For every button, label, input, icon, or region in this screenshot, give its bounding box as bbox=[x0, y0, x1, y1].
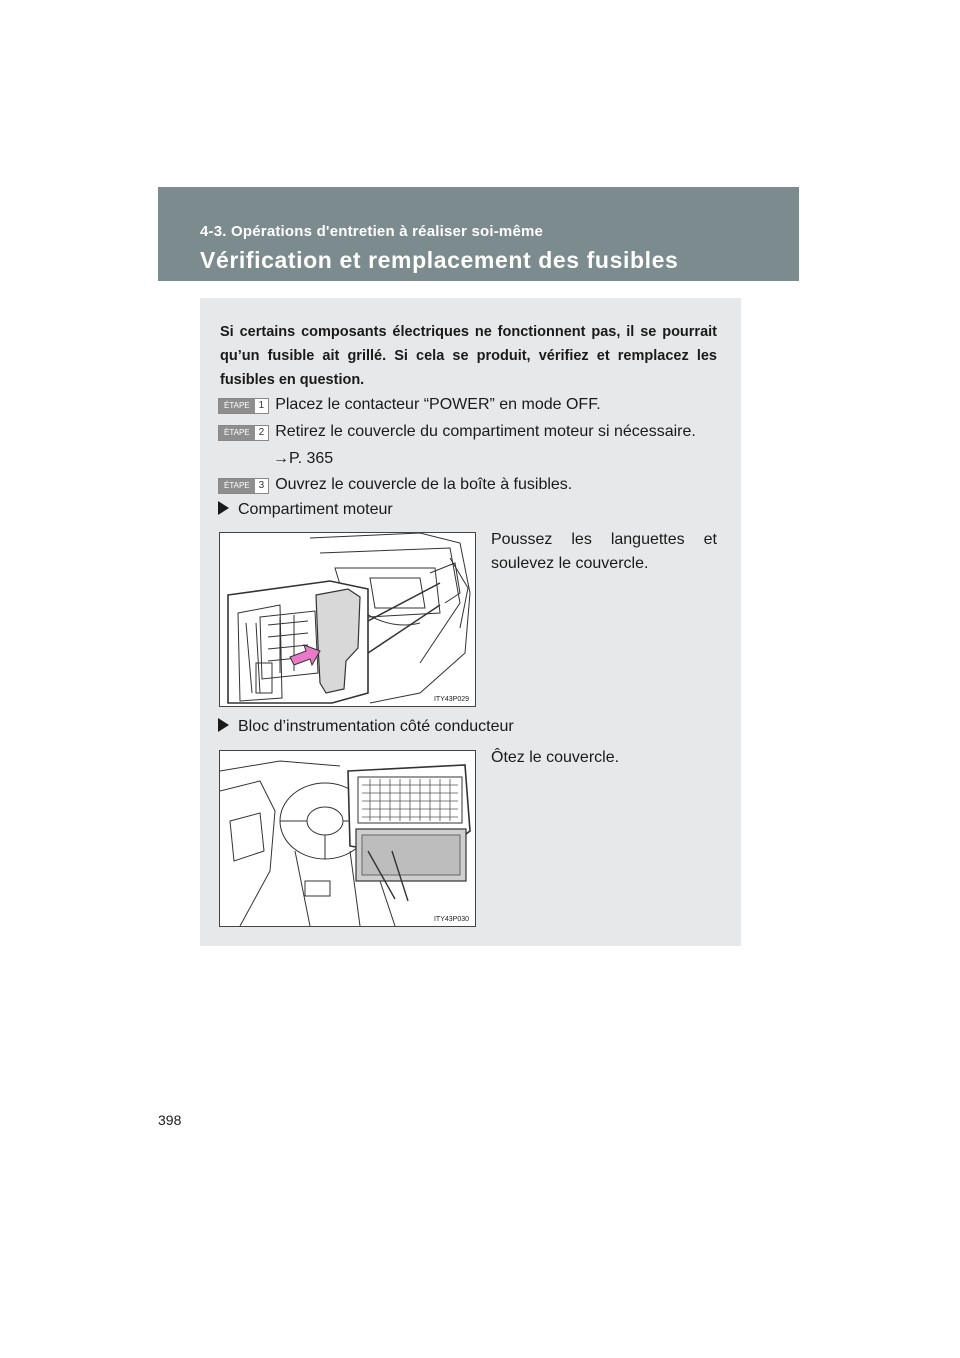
step-badge: ÉTAPE 1 bbox=[218, 398, 269, 414]
subsection-title: Compartiment moteur bbox=[238, 501, 393, 518]
chapter-header bbox=[158, 187, 799, 281]
content-panel bbox=[200, 298, 741, 946]
engine-compartment-drawing bbox=[220, 533, 475, 706]
subsection-title: Bloc d’instrumentation côté conducteur bbox=[238, 718, 514, 735]
instrument-panel-instruction: Ôtez le couvercle. bbox=[491, 749, 620, 766]
page-number: 398 bbox=[158, 1112, 182, 1128]
subsection-engine bbox=[218, 501, 393, 519]
page-reference: →P. 365 bbox=[273, 450, 334, 467]
figure-code: ITY43P030 bbox=[433, 916, 469, 923]
triangle-bullet-icon bbox=[218, 501, 229, 515]
step-text: Ouvrez le couvercle de la boîte à fusibles. bbox=[275, 476, 573, 493]
step-badge: ÉTAPE 3 bbox=[218, 478, 269, 494]
step-text: Placez le contacteur “POWER” en mode OFF. bbox=[275, 396, 601, 413]
page-title: Vérification et remplacement des fusibles bbox=[200, 247, 679, 273]
section-label: 4-3. Opérations d'entretien à réaliser soi-même bbox=[200, 223, 544, 240]
triangle-bullet-icon bbox=[218, 718, 229, 732]
engine-instruction: Poussez les languettes et soulevez le couvercle. bbox=[491, 531, 717, 572]
subsection-instrument-panel bbox=[218, 718, 514, 736]
figure-code: ITY43P029 bbox=[433, 696, 469, 703]
step-3 bbox=[218, 476, 572, 494]
step-text: Retirez le couvercle du compartiment moteur si nécessaire. bbox=[275, 423, 696, 440]
instrument-panel-fuse-box-illustration bbox=[219, 750, 476, 927]
step-2 bbox=[218, 423, 696, 441]
driver-dashboard-drawing bbox=[220, 751, 475, 926]
step-badge: ÉTAPE 2 bbox=[218, 425, 269, 441]
step-1 bbox=[218, 396, 601, 414]
engine-fuse-box-illustration bbox=[219, 532, 476, 707]
intro-text: Si certains composants électriques ne fonctionnent pas, il se pourrait qu’un fusible ait grillé. Si cela se produit, vérifiez et remplacez les fusibles en question. bbox=[220, 324, 717, 388]
